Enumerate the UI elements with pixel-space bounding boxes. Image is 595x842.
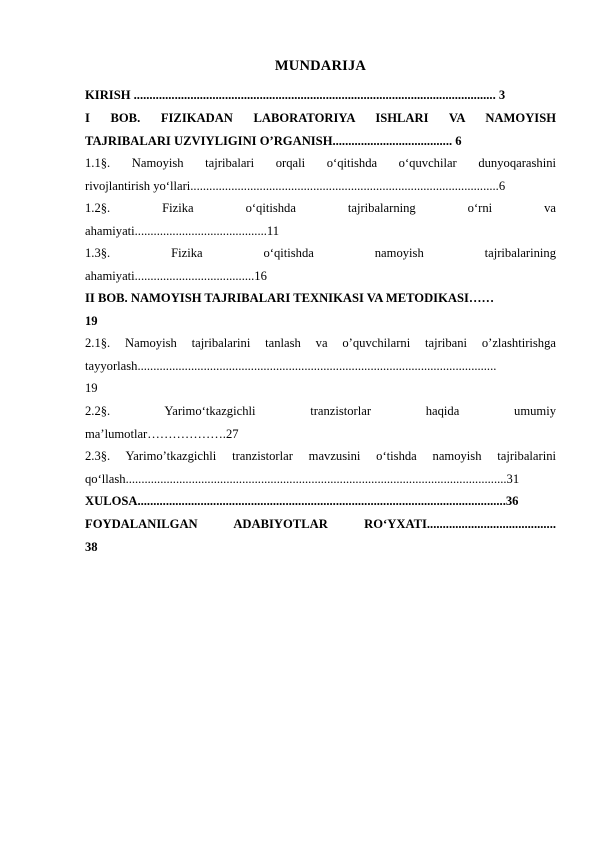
toc-line: 2.2§. Yarimo‘tkazgichli tranzistorlar haqida umumiy bbox=[85, 404, 556, 418]
toc-line: 1.3§. Fizika o‘qitishda namoyish tajribalarining bbox=[85, 246, 556, 260]
toc-entry-1-3[interactable] bbox=[85, 242, 556, 287]
toc-line: ma’lumotlar……………….27 bbox=[85, 426, 239, 441]
toc-entry-kirish[interactable] bbox=[85, 84, 556, 107]
toc-line: 38 bbox=[85, 539, 98, 554]
toc-line: 19 bbox=[85, 313, 98, 328]
toc-line: FOYDALANILGAN ADABIYOTLAR RO‘YXATI......................................... bbox=[85, 517, 556, 531]
toc-entry-xulosa[interactable] bbox=[85, 490, 556, 513]
page-title: MUNDARIJA bbox=[274, 58, 367, 74]
toc-line: TAJRIBALARI UZVIYLIGINI O’RGANISH...................................... 6 bbox=[85, 133, 462, 148]
toc-line: 1.2§. Fizika o‘qitishda tajribalarning o‘rni va bbox=[85, 201, 556, 215]
toc-entry-bob-2[interactable] bbox=[85, 287, 556, 332]
toc-entry-1-1[interactable] bbox=[85, 152, 556, 197]
toc-line: XULOSA.....................................................................................................................36 bbox=[85, 494, 519, 508]
toc-line: tayyorlash.................................................................................................................. bbox=[85, 358, 497, 373]
toc-entry-bob-1[interactable] bbox=[85, 107, 556, 152]
toc-line: 19 bbox=[85, 381, 98, 395]
toc-line: ahamiyati..........................................11 bbox=[85, 223, 280, 238]
toc-line: 2.3§. Yarimo’tkazgichli tranzistorlar mavzusini o‘tishda namoyish tajribalarini bbox=[85, 449, 556, 463]
toc-entry-1-2[interactable] bbox=[85, 197, 556, 242]
toc-line: II BOB. NAMOYISH TAJRIBALARI TEXNIKASI VA METODIKASI…… bbox=[85, 291, 495, 305]
toc-line: 2.1§. Namoyish tajribalarini tanlash va o’quvchilarni tajribani o’zlashtirishga bbox=[85, 336, 556, 350]
toc-line: 1.1§. Namoyish tajribalari orqali o‘qitishda o‘quvchilar dunyoqarashini bbox=[85, 156, 556, 170]
toc-entry-2-1[interactable] bbox=[85, 332, 556, 400]
toc-line: I BOB. FIZIKADAN LABORATORIYA ISHLARI VA NAMOYISH bbox=[85, 111, 556, 125]
toc-line: qo‘llash.........................................................................................................................31 bbox=[85, 471, 520, 486]
toc-line: ahamiyati......................................16 bbox=[85, 268, 267, 283]
toc-entry-2-2[interactable] bbox=[85, 400, 556, 445]
toc-entry-adabiyotlar[interactable] bbox=[85, 513, 556, 558]
toc-entry-2-3[interactable] bbox=[85, 445, 556, 490]
toc-line: KIRISH ................................................................................................................... 3 bbox=[85, 88, 506, 102]
toc-line: rivojlantirish yo‘llari..................................................................................................6 bbox=[85, 178, 506, 193]
